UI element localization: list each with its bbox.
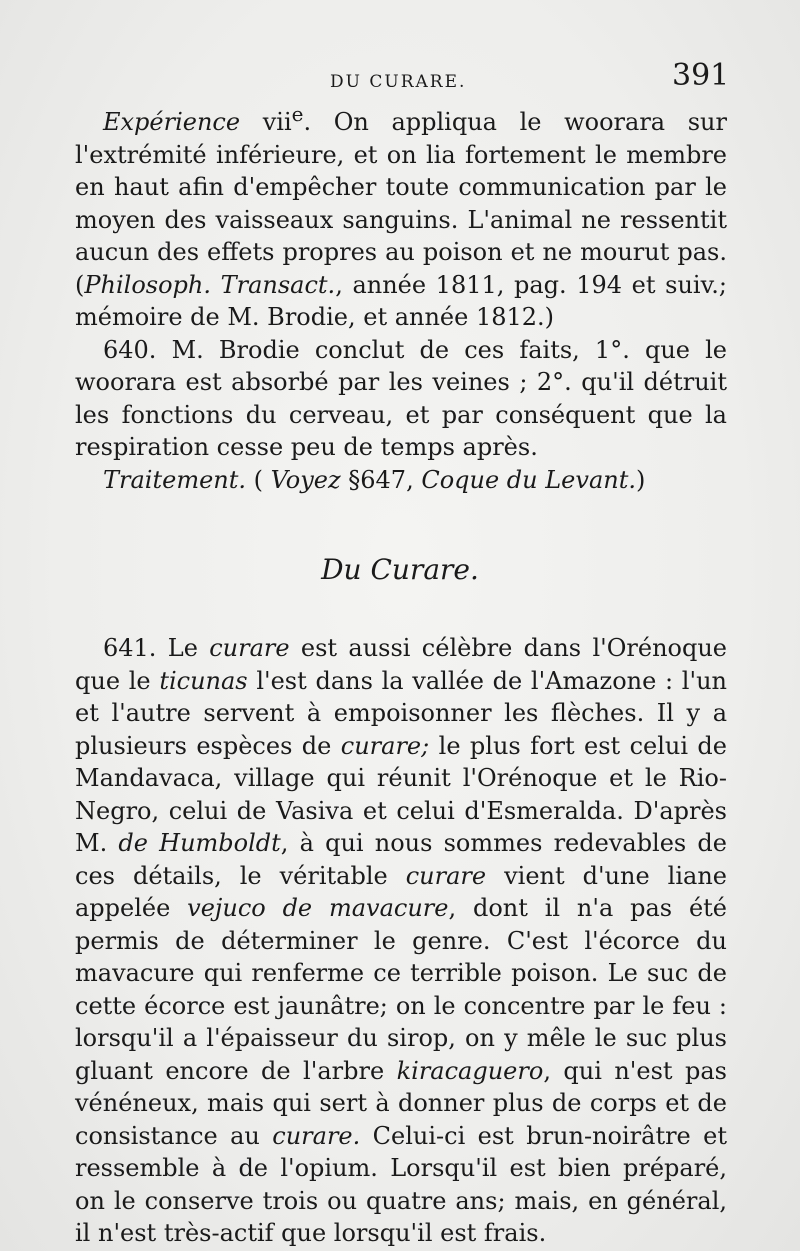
p641-t8: Celui-ci est brun-noirâtre et ressemble à de l'opium. Lorsqu'il est bien préparé, on le conserve trois ou quatre ans; mais, en général, il n'est très-actif que lorsqu'il est frais.	[75, 1121, 728, 1247]
p641-t1: est aussi célèbre dans l'Orénoque que le	[75, 634, 727, 695]
p641-curare-4: curare.	[272, 1121, 361, 1150]
p641-num: 641. Le	[103, 634, 210, 662]
traitement-open: (	[246, 465, 271, 494]
p641-t6: , dont il n'a pas été permis de déterminer le genre. C'est l'écorce du mavacure qui renferme ce terrible poison. Le suc de cette écorce est jaunâtre; on le concentre par le feu : lorsqu'il a l'épaisseur du sirop, on y mêle le suc plus gluant encore de l'arbre	[75, 894, 727, 1085]
page-number: 391	[672, 58, 730, 93]
section-heading: Du Curare.	[321, 553, 479, 586]
traitement-label: Traitement.	[103, 465, 247, 494]
paragraph-640: 640. M. Brodie conclut de ces faits, 1°. que le woorara est absorbé par les veines ; 2°. qu'il détruit les fonctions du cerveau, et par conséquent que la respiration cesse peu de temps après.	[75, 335, 727, 461]
p641-ticunas: ticunas	[159, 666, 248, 695]
traitement-close: )	[635, 465, 646, 494]
experience-label: Expérience	[103, 108, 241, 136]
citation-philosoph: Philosoph. Transact.	[84, 270, 336, 299]
p641-curare-1: curare	[209, 634, 290, 662]
traitement-ref: §647,	[340, 465, 422, 494]
experience-text-1: . On appliqua le woorara sur l'extrémité inférieure, et on lia fortement le membre en haut afin d'empêcher toute communication par le moyen des vaisseaux sanguins. L'animal ne ressentit aucun des effets propres au poison et ne mourut pas. (	[75, 108, 727, 299]
traitement-coque: Coque du Levant.	[421, 465, 636, 494]
paragraph-traitement	[75, 464, 727, 497]
p641-t7: , qui n'est pas vénéneux, mais qui sert à donner plus de corps et de consistance au	[75, 1056, 728, 1150]
p641-humboldt: de Humboldt	[118, 829, 281, 857]
p641-curare-3: curare	[405, 861, 487, 890]
paragraph-experience	[75, 98, 727, 334]
running-title: DU CURARE.	[330, 72, 467, 92]
p641-t3: le plus fort est celui de Mandavaca, village qui réunit l'Orénoque et le Rio-Negro, celui de Vasiva et celui d'Esmeralda. D'après M.	[75, 731, 727, 857]
paragraph-641	[75, 632, 727, 1250]
experience-numeral: vii	[262, 108, 292, 136]
p641-kiracaguero: kiracaguero	[396, 1056, 544, 1085]
traitement-voyez: Voyez	[270, 465, 341, 494]
p641-curare-2: curare;	[340, 731, 430, 760]
running-head	[0, 58, 800, 98]
experience-text-2: , année 1811, pag. 194 et suiv.; mémoire de M. Brodie, et année 1812.)	[75, 270, 728, 331]
p641-t2: l'est dans la vallée de l'Amazone : l'un et l'autre servent à empoisonner les flèches. Il y a plusieurs espèces de	[75, 666, 727, 760]
experience-sup: e	[291, 102, 304, 126]
body-text-upper	[75, 98, 727, 496]
p641-t5: vient d'une liane appelée	[75, 861, 728, 922]
body-text-lower	[75, 632, 727, 1250]
p641-vejuco: vejuco de mavacure	[187, 894, 449, 922]
p641-t4: , à qui nous sommes redevables de ces détails, le véritable	[75, 829, 727, 890]
